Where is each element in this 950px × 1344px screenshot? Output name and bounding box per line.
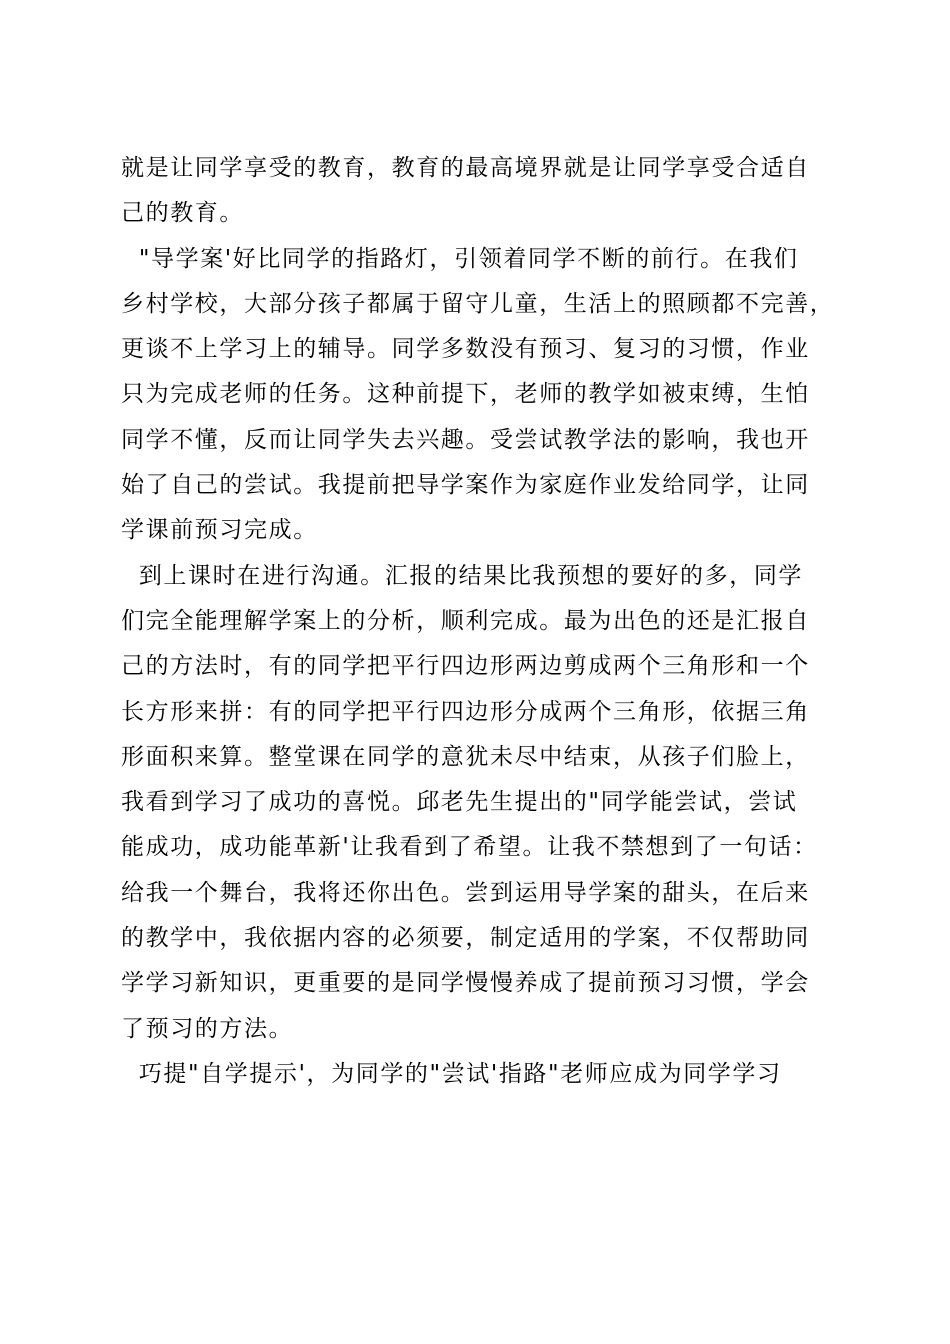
text-line: 同学不懂，反而让同学失去兴趣。受尝试教学法的影响，我也开	[121, 426, 810, 453]
text-line: 己的教育。	[121, 200, 244, 227]
body-text	[121, 146, 841, 1097]
text-line: 只为完成老师的任务。这种前提下，老师的教学如被束缚，生怕	[121, 381, 810, 408]
text-line: 我看到学习了成功的喜悦。邱老先生提出的"同学能尝试，尝试	[121, 789, 798, 816]
text-line: 给我一个舞台，我将还你出色。尝到运用导学案的甜头，在后来	[121, 879, 810, 906]
text-line: 巧提"自学提示'，为同学的"尝试'指路"老师应成为同学学习	[121, 1060, 782, 1087]
text-line: 们完全能理解学案上的分析，顺利完成。最为出色的还是汇报自	[121, 607, 810, 634]
text-line: 乡村学校，大部分孩子都属于留守儿童，生活上的照顾都不完善，	[121, 290, 835, 317]
text-line: 学学习新知识，更重要的是同学慢慢养成了提前预习习惯，学会	[121, 970, 810, 997]
text-line: 形面积来算。整堂课在同学的意犹未尽中结束，从孩子们脸上，	[121, 743, 810, 770]
text-line: 的教学中，我依据内容的必须要，制定适用的学案，不仅帮助同	[121, 925, 810, 952]
text-line: 能成功，成功能革新'让我看到了希望。让我不禁想到了一句话：	[121, 834, 818, 861]
text-line: 长方形来拼：有的同学把平行四边形分成两个三角形，依据三角	[121, 698, 810, 725]
text-line: 始了自己的尝试。我提前把导学案作为家庭作业发给同学，让同	[121, 472, 810, 499]
text-line: 更谈不上学习上的辅导。同学多数没有预习、复习的习惯，作业	[121, 336, 810, 363]
text-line: "导学案'好比同学的指路灯，引领着同学不断的前行。在我们	[121, 245, 799, 272]
text-line: 到上课时在进行沟通。汇报的结果比我预想的要好的多，同学	[121, 562, 804, 589]
text-line: 就是让同学享受的教育，教育的最高境界就是让同学享受合适自	[121, 155, 810, 181]
text-line: 了预习的方法。	[121, 1015, 294, 1042]
text-line: 己的方法时，有的同学把平行四边形两边剪成两个三角形和一个	[121, 653, 810, 680]
text-line: 学课前预习完成。	[121, 517, 318, 544]
